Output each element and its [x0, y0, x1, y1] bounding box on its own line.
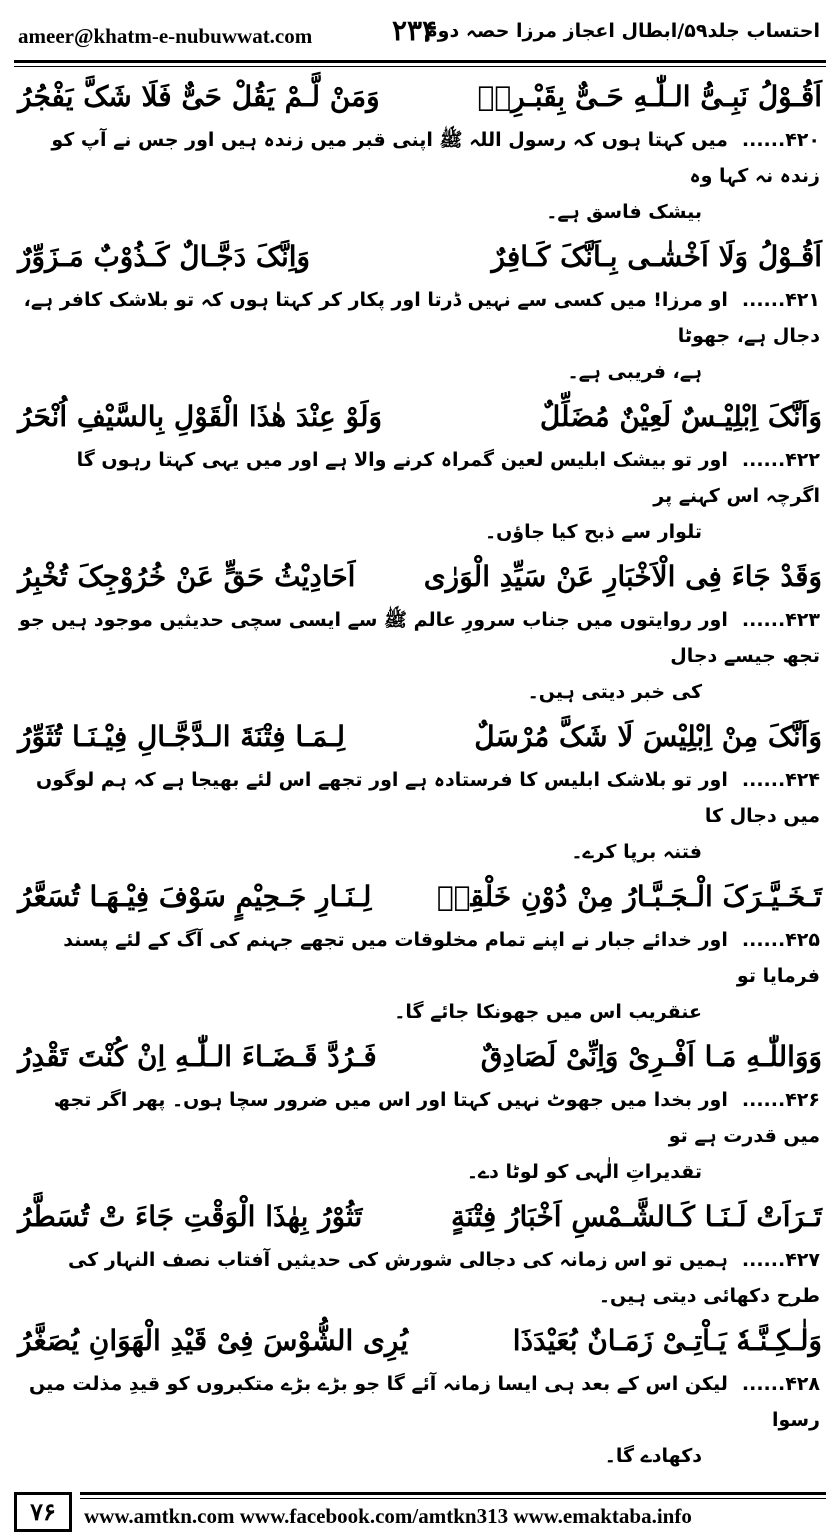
stanza: [14, 554, 826, 714]
verse-number: ۴۲۰......: [741, 129, 820, 151]
translation-line: تقدیراتِ الٰہی کو لوٹا دے۔: [466, 1161, 702, 1183]
footer-page-label: ۷۶: [14, 1492, 72, 1532]
verse-second-hemistich: تَثُوْرُ بِهٰذَا الْوَقْتِ جَاءَ تْ تُسَطَّرُ: [18, 1200, 363, 1233]
header-rule-thin: [14, 66, 826, 67]
verse-second-hemistich: وَاِنَّکَ دَجَّـالٌ کَـذُوْبٌ مَـزَوِّرٌ: [18, 240, 311, 273]
content: [14, 74, 826, 1478]
page-header: [14, 6, 826, 58]
translation: [14, 442, 826, 554]
verse-number: ۴۲۶......: [741, 1089, 820, 1111]
verse: [14, 234, 826, 282]
translation-line: فتنہ برپا کرے۔: [571, 841, 702, 863]
verse: [14, 1318, 826, 1366]
translation-line: بیشک فاسق ہے۔: [546, 201, 702, 223]
verse-first-hemistich: اَقُـوْلُ نَبِـیُّ الـلّٰـهِ حَـیٌّ بِقَبْـرِهٖ: [477, 80, 822, 113]
stanza: [14, 234, 826, 394]
stanza: [14, 874, 826, 1034]
footer-links: www.amtkn.com www.facebook.com/amtkn313 www.emaktaba.info: [84, 1504, 692, 1528]
translation-line: کی خبر دیتی ہیں۔: [527, 681, 702, 703]
verse-second-hemistich: فَـرُدَّ قَـضَـاءَ الـلّٰـهِ اِنْ کُنْتَ تَقْدِرُ: [18, 1040, 377, 1073]
header-rule-thick: [14, 60, 826, 63]
verse-number: ۴۲۷......: [741, 1249, 820, 1271]
translation-line: اور روایتوں میں جناب سرورِ عالم ﷺ سے ایسی سچی حدیثیں موجود ہیں جو تجھ جیسے دجال: [19, 609, 820, 667]
verse-number: ۴۲۸......: [741, 1373, 820, 1395]
translation-line: اور بخدا میں جھوٹ نہیں کہتا اور اس میں ضرور سچا ہوں۔ پھر اگر تجھ میں قدرت ہے تو: [53, 1089, 820, 1147]
verse-second-hemistich: لِـمَـا فِتْنَةَ الـدَّجَّـالِ فِیْـنَـا تُثَوِّرُ: [18, 720, 345, 753]
translation: [14, 922, 826, 1034]
verse-second-hemistich: لِـنَـارِ جَـحِیْمٍ سَوْفَ فِیْـهَـا تُسَعَّرُ: [18, 880, 372, 913]
verse-first-hemistich: تَـرَاَتْ لَـنَـا کَـالشَّـمْسِ اَخْبَارُ فِتْنَةٍ: [450, 1200, 822, 1233]
translation-line: میں کہتا ہوں کہ رسول اللہ ﷺ اپنی قبر میں زندہ ہیں اور جس نے آپ کو زندہ نہ کہا وہ: [51, 129, 820, 187]
verse-second-hemistich: یُرِی الشُّوْسَ فِیْ قَیْدِ الْهَوَانِ یُصَغَّرُ: [18, 1324, 409, 1357]
stanza: [14, 714, 826, 874]
verse: [14, 1194, 826, 1242]
verse-number: ۴۲۴......: [741, 769, 820, 791]
translation-line: اور تو بلاشک ابلیس کا فرستادہ ہے اور تجھے اس لئے بھیجا ہے کہ ہم لوگوں میں دجال کا: [35, 769, 820, 827]
translation: [14, 1082, 826, 1194]
verse: [14, 394, 826, 442]
verse-first-hemistich: وَوَاللّٰـهِ مَـا اَفْـرِیْ وَاِنِّیْ لَصَادِقٌ: [480, 1040, 822, 1073]
stanza: [14, 394, 826, 554]
header-title: احتساب جلد۵۹/ابطال اعجاز مرزا حصہ دوم: [423, 20, 820, 42]
translation: [14, 122, 826, 234]
verse-first-hemistich: وَقَدْ جَاءَ فِی الْاَخْبَارِ عَنْ سَیِّدِ الْوَرٰی: [423, 560, 822, 593]
page-footer: [14, 1492, 826, 1534]
translation-line: لیکن اس کے بعد ہی ایسا زمانہ آئے گا جو بڑے بڑے متکبروں کو قیدِ مذلت میں رسوا: [29, 1373, 820, 1431]
header-email: ameer@khatm-e-nubuwwat.com: [18, 24, 313, 48]
translation: [14, 282, 826, 394]
footer-rule-thick: [80, 1492, 826, 1495]
verse: [14, 554, 826, 602]
translation-line: ہمیں تو اس زمانہ کی دجالی شورش کی حدیثیں آفتاب نصف النہار کی طرح دکھائی دیتی ہیں۔: [67, 1249, 820, 1307]
stanza: [14, 74, 826, 234]
verse-second-hemistich: وَمَنْ لَّـمْ یَقُلْ حَیٌّ فَلَا شَکَّ یَفْجُرُ: [18, 80, 380, 113]
verse: [14, 74, 826, 122]
translation-line: تلوار سے ذبح کیا جاؤں۔: [484, 521, 702, 543]
verse-number: ۴۲۱......: [741, 289, 820, 311]
verse-second-hemistich: اَحَادِیْثُ حَقٍّ عَنْ خُرُوْجِکَ تُخْبِرُ: [18, 560, 356, 593]
translation: [14, 602, 826, 714]
translation: [14, 1366, 826, 1478]
header-page-number: ۲۳۴: [392, 14, 438, 47]
footer-rule-thin: [80, 1498, 826, 1499]
stanza: [14, 1034, 826, 1194]
translation-line: عنقریب اس میں جھونکا جائے گا۔: [394, 1001, 702, 1023]
translation-line: اور تو بیشک ابلیس لعین گمراہ کرنے والا ہے اور میں یہی کہتا رہوں گا اگرچہ اس کہنے پر: [76, 449, 820, 507]
verse-first-hemistich: اَقُـوْلُ وَلَا اَخْشٰـی بِـاَنَّکَ کَـافِرٌ: [491, 240, 822, 273]
verse-first-hemistich: تَـخَـیَّـرَکَ الْـجَـبَّـارُ مِنْ دُوْنِ خَلْقِهٖ: [436, 880, 822, 913]
stanza: [14, 1318, 826, 1478]
verse-number: ۴۲۲......: [741, 449, 820, 471]
verse: [14, 1034, 826, 1082]
translation-line: دکھادے گا۔: [604, 1445, 702, 1467]
verse-first-hemistich: وَاَنَّکَ اِبْلِیْـسٌ لَعِیْنٌ مُضَلِّلٌ: [539, 400, 822, 433]
verse: [14, 874, 826, 922]
verse-first-hemistich: وَاَنَّکَ مِنْ اِبْلِیْسَ لَا شَکَّ مُرْسَلٌ: [474, 720, 822, 753]
translation: [14, 1242, 826, 1318]
verse-number: ۴۲۵......: [741, 929, 820, 951]
translation: [14, 762, 826, 874]
stanza: [14, 1194, 826, 1318]
verse-second-hemistich: وَلَوْ عِنْدَ هٰذَا الْقَوْلِ بِالسَّیْفِ اُنْحَرُ: [18, 400, 382, 433]
verse-number: ۴۲۳......: [741, 609, 820, 631]
verse: [14, 714, 826, 762]
translation-line: ہے، فریبی ہے۔: [567, 361, 702, 383]
verse-first-hemistich: وَلٰـکِـنَّـهٗ یَـاْتِـیْ زَمَـانٌ بُعَیْدَذَا: [512, 1324, 822, 1357]
translation-line: او مرزا! میں کسی سے نہیں ڈرتا اور پکار کر کہتا ہوں کہ تو بلاشک کافر ہے، دجال ہے، جھوٹا: [23, 289, 820, 347]
translation-line: اور خدائے جبار نے اپنے تمام مخلوقات میں تجھے جہنم کی آگ کے لئے پسند فرمایا تو: [63, 929, 820, 987]
